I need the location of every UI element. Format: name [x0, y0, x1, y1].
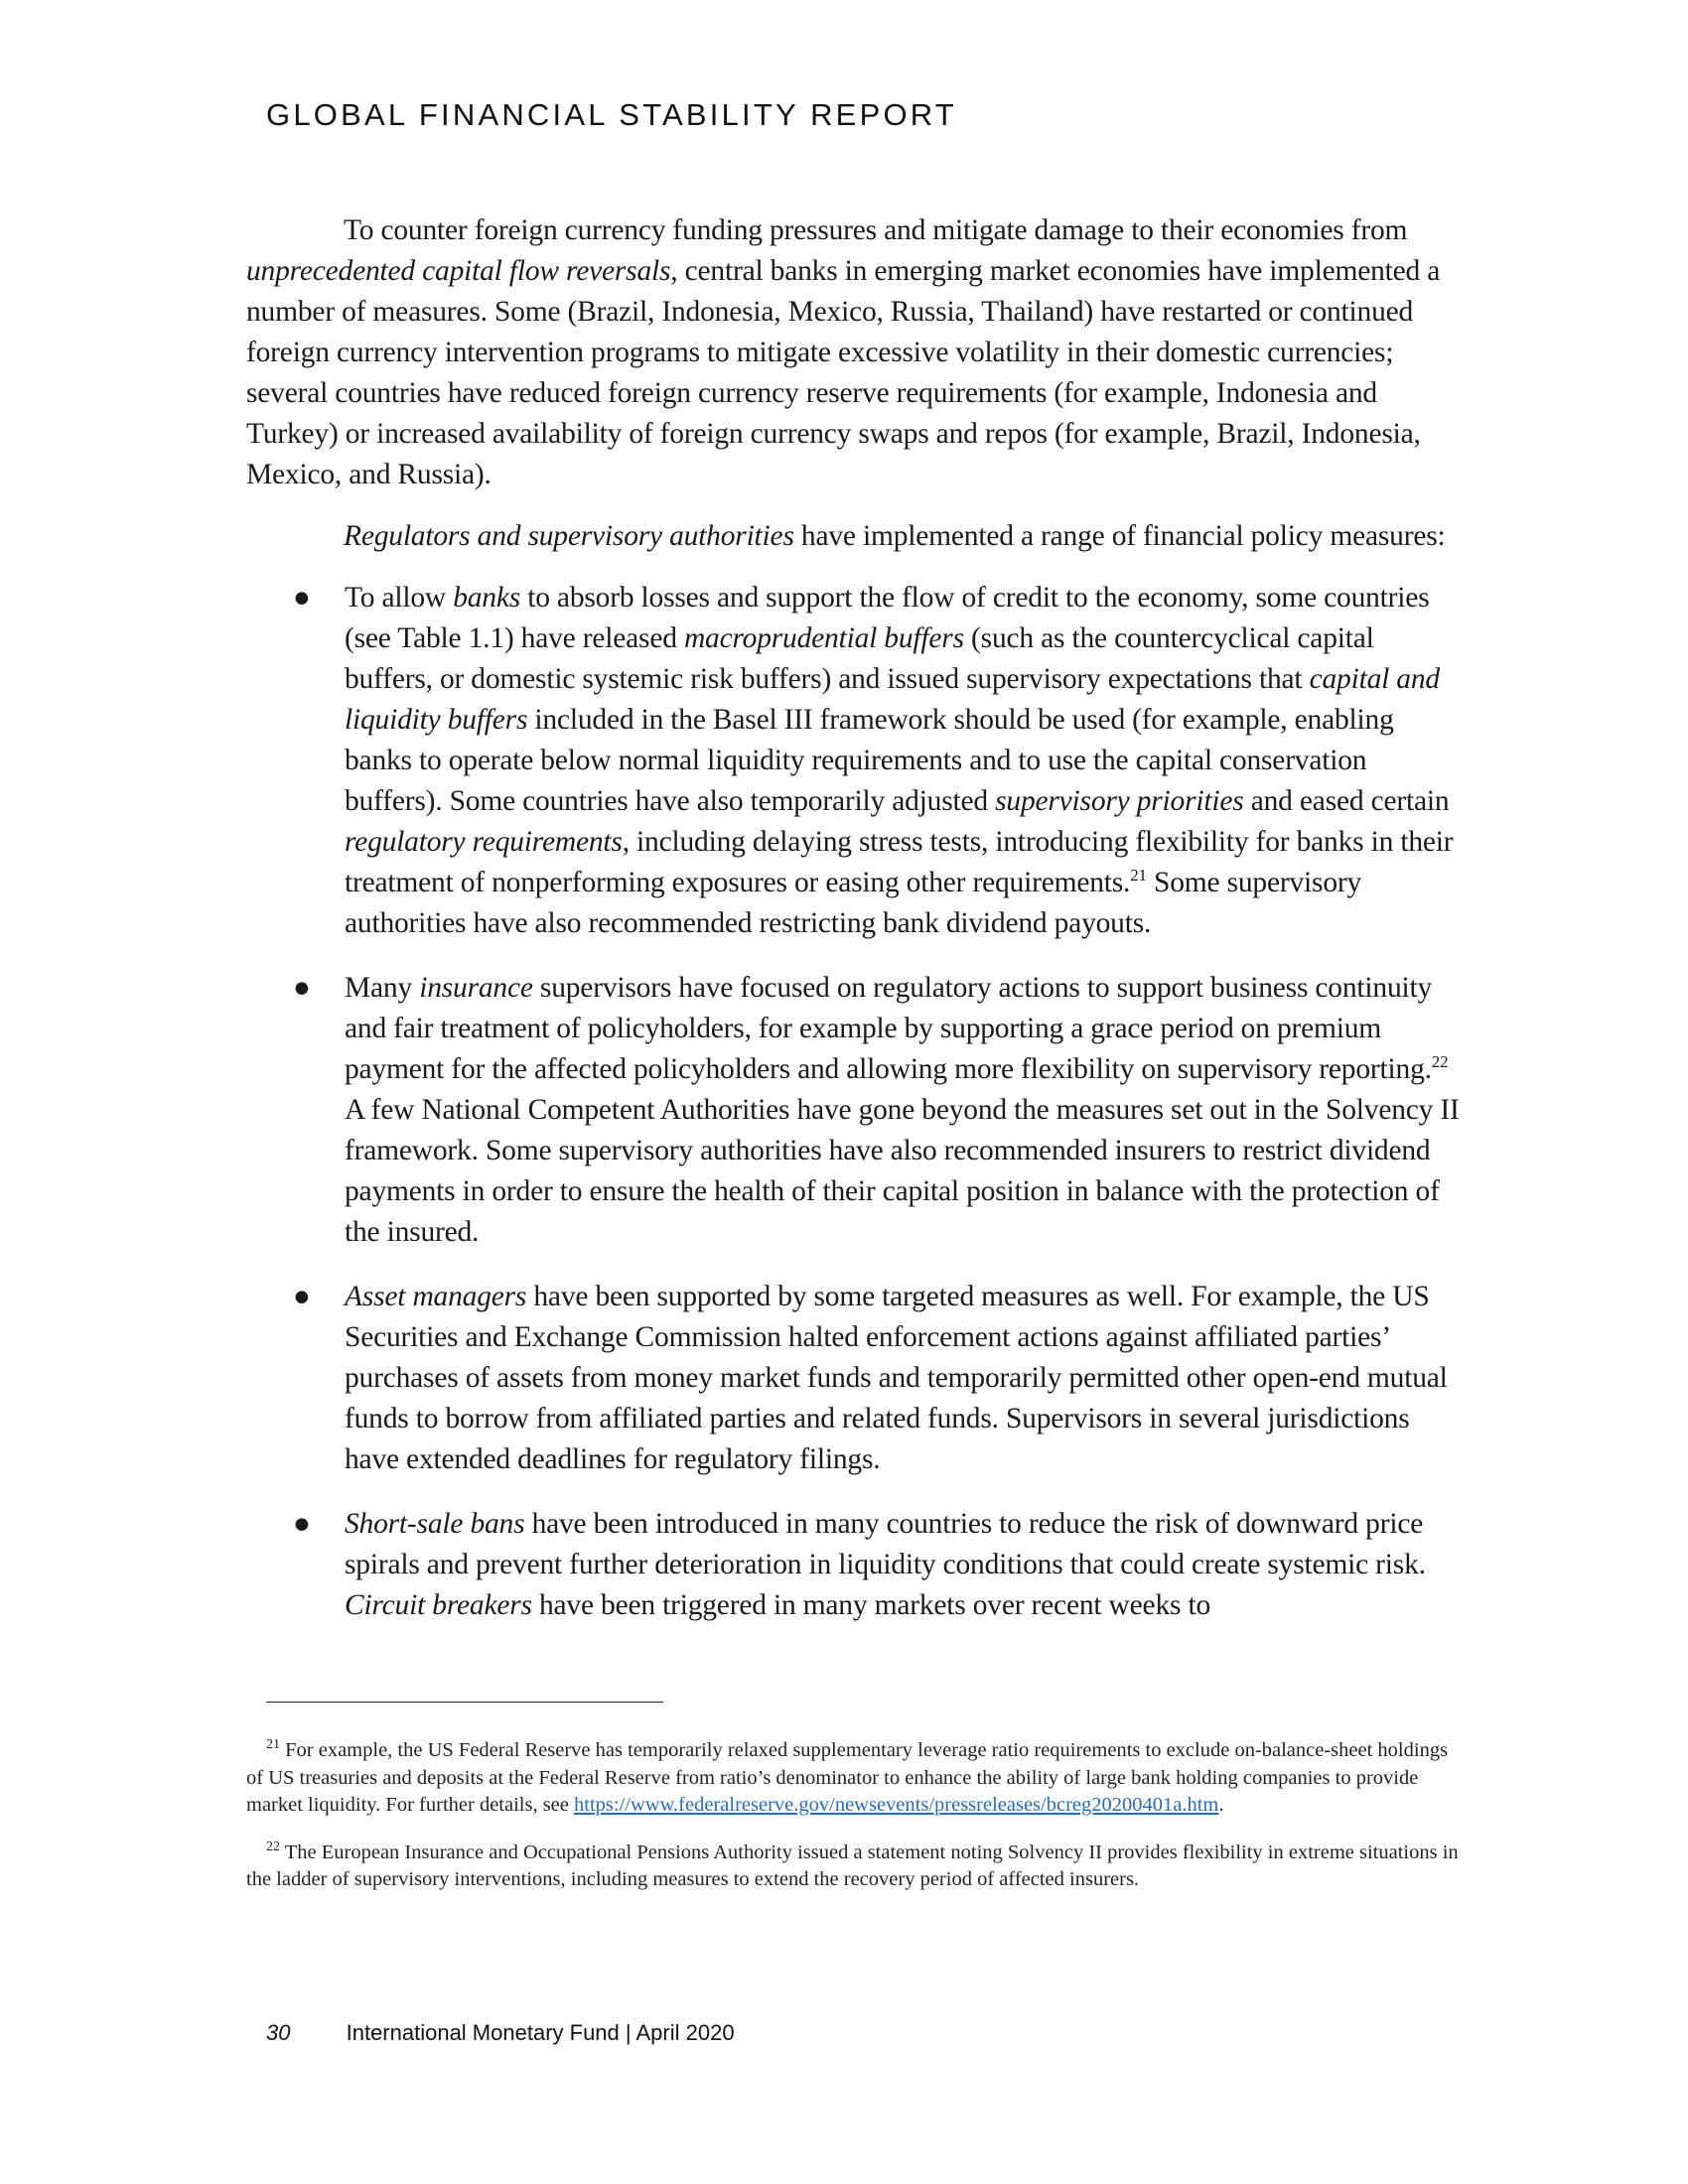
text-run: To counter foreign currency funding pressures and mitigate damage to their economies from [344, 214, 1408, 246]
bullet-item [293, 578, 1468, 944]
bullet-icon: ● [293, 972, 311, 1004]
bullet-icon: ● [293, 582, 311, 614]
bullet-item [293, 1277, 1468, 1480]
emphasis-text: Short-sale bans [345, 1508, 525, 1540]
bullet-item [293, 1504, 1468, 1626]
footnote-number: 21 [266, 1737, 280, 1753]
footnote-ref[interactable]: 21 [1130, 866, 1147, 886]
footnote-text: . [1218, 1794, 1224, 1816]
paragraph [246, 210, 1468, 495]
text-run: supervisors have focused on regulatory actions to support business continuity and fair treatment of policyholders, for example by supporting a grace period on premium payment for the affected policyholders and allowing more flexibility on supervisory reporting. [345, 972, 1433, 1085]
footnote-ref[interactable]: 22 [1431, 1052, 1449, 1072]
emphasis-text: insurance [419, 972, 533, 1004]
page-number: 30 [266, 2020, 291, 2045]
paragraph [246, 516, 1468, 557]
publisher-date: International Monetary Fund | April 2020 [346, 2020, 735, 2045]
emphasis-text: banks [453, 582, 521, 614]
report-title: GLOBAL FINANCIAL STABILITY REPORT [266, 97, 957, 132]
emphasis-text: supervisory priorities [995, 785, 1244, 817]
text-run: Many [345, 972, 420, 1004]
page-footer [266, 2020, 735, 2046]
bullet-icon: ● [293, 1281, 311, 1312]
main-text [246, 210, 1468, 1650]
text-run: (such as the countercyclical capital buffers, or domestic systemic risk buffers) and issued supervisory expectations that [345, 622, 1374, 695]
text-run: have implemented a range of financial policy measures: [793, 520, 1446, 552]
footnote-divider [266, 1702, 663, 1703]
footnote-text: For example, the US Federal Reserve has temporarily relaxed supplementary leverage ratio requirements to exclude on-balance-sheet holdings of US treasuries and deposits at the Federal Reserve from ratio’s denominator to enhance the ability of large bank holding companies to provide market liquidity. For further details, see [246, 1739, 1449, 1816]
text-run: A few National Competent Authorities have gone beyond the measures set out in the Solvency II framework. Some supervisory authorities have also recommended insurers to restrict dividend payments in order to ensure the health of their capital position in balance with the protection of the insured. [345, 1094, 1460, 1248]
emphasis-text: Regulators and supervisory authorities [344, 520, 794, 552]
text-run: To allow [345, 582, 454, 614]
footnotes [246, 1737, 1468, 1914]
text-run: have been supported by some targeted measures as well. For example, the US Securities and Exchange Commission halted enforcement actions against affiliated parties’ purchases of assets from money market funds and temporarily permitted other open-end mutual funds to borrow from affiliated parties and related funds. Supervisors in several jurisdictions have extended deadlines for regulatory filings. [345, 1281, 1448, 1475]
bullet-icon: ● [293, 1508, 311, 1540]
bullet-item [293, 968, 1468, 1253]
footnote-text: The European Insurance and Occupational Pensions Authority issued a statement noting Solvency II provides flexibility in extreme situations in the ladder of supervisory interventions, including measures to extend the recovery period of affected insurers. [246, 1841, 1459, 1890]
text-run: , central banks in emerging market economies have implemented a number of measures. Some (Brazil, Indonesia, Mexico, Russia, Thailand) have restarted or continued foreign currency intervention programs to mitigate excessive volatility in their domestic currencies; several countries have reduced foreign currency reserve requirements (for example, Indonesia and Turkey) or increased availability of foreign currency swaps and repos (for example, Brazil, Indonesia, Mexico, and Russia). [246, 255, 1441, 490]
emphasis-text: Circuit breakers [345, 1589, 532, 1621]
emphasis-text: unprecedented capital flow reversals [246, 255, 671, 287]
footnote-link[interactable]: https://www.federalreserve.gov/newsevents/pressreleases/bcreg20200401a.htm [574, 1794, 1219, 1816]
emphasis-text: macroprudential buffers [683, 622, 964, 654]
text-run: , including delaying stress tests, introducing flexibility for banks in their treatment of nonperforming exposures or easing other requirements. [345, 826, 1454, 898]
emphasis-text: regulatory requirements [345, 826, 623, 858]
footnote [246, 1840, 1468, 1894]
text-run: have been triggered in many markets over recent weeks to [531, 1589, 1211, 1621]
emphasis-text: capital and liquidity buffers [345, 663, 1440, 736]
text-run: and eased certain [1243, 785, 1450, 817]
text-run: to absorb losses and support the flow of credit to the economy, some countries (see Table 1.1) have released [345, 582, 1430, 654]
footnote-number: 22 [266, 1839, 280, 1854]
emphasis-text: Asset managers [345, 1281, 527, 1312]
text-run: have been introduced in many countries to reduce the risk of downward price spirals and prevent further deterioration in liquidity conditions that could create systemic risk. [345, 1508, 1426, 1580]
text-run: Some supervisory authorities have also recommended restricting bank dividend payouts. [345, 867, 1362, 939]
footnote [246, 1737, 1468, 1820]
text-run: included in the Basel III framework should be used (for example, enabling banks to operate below normal liquidity requirements and to use the capital conservation buffers). Some countries have also temporarily adjusted [345, 704, 1394, 817]
